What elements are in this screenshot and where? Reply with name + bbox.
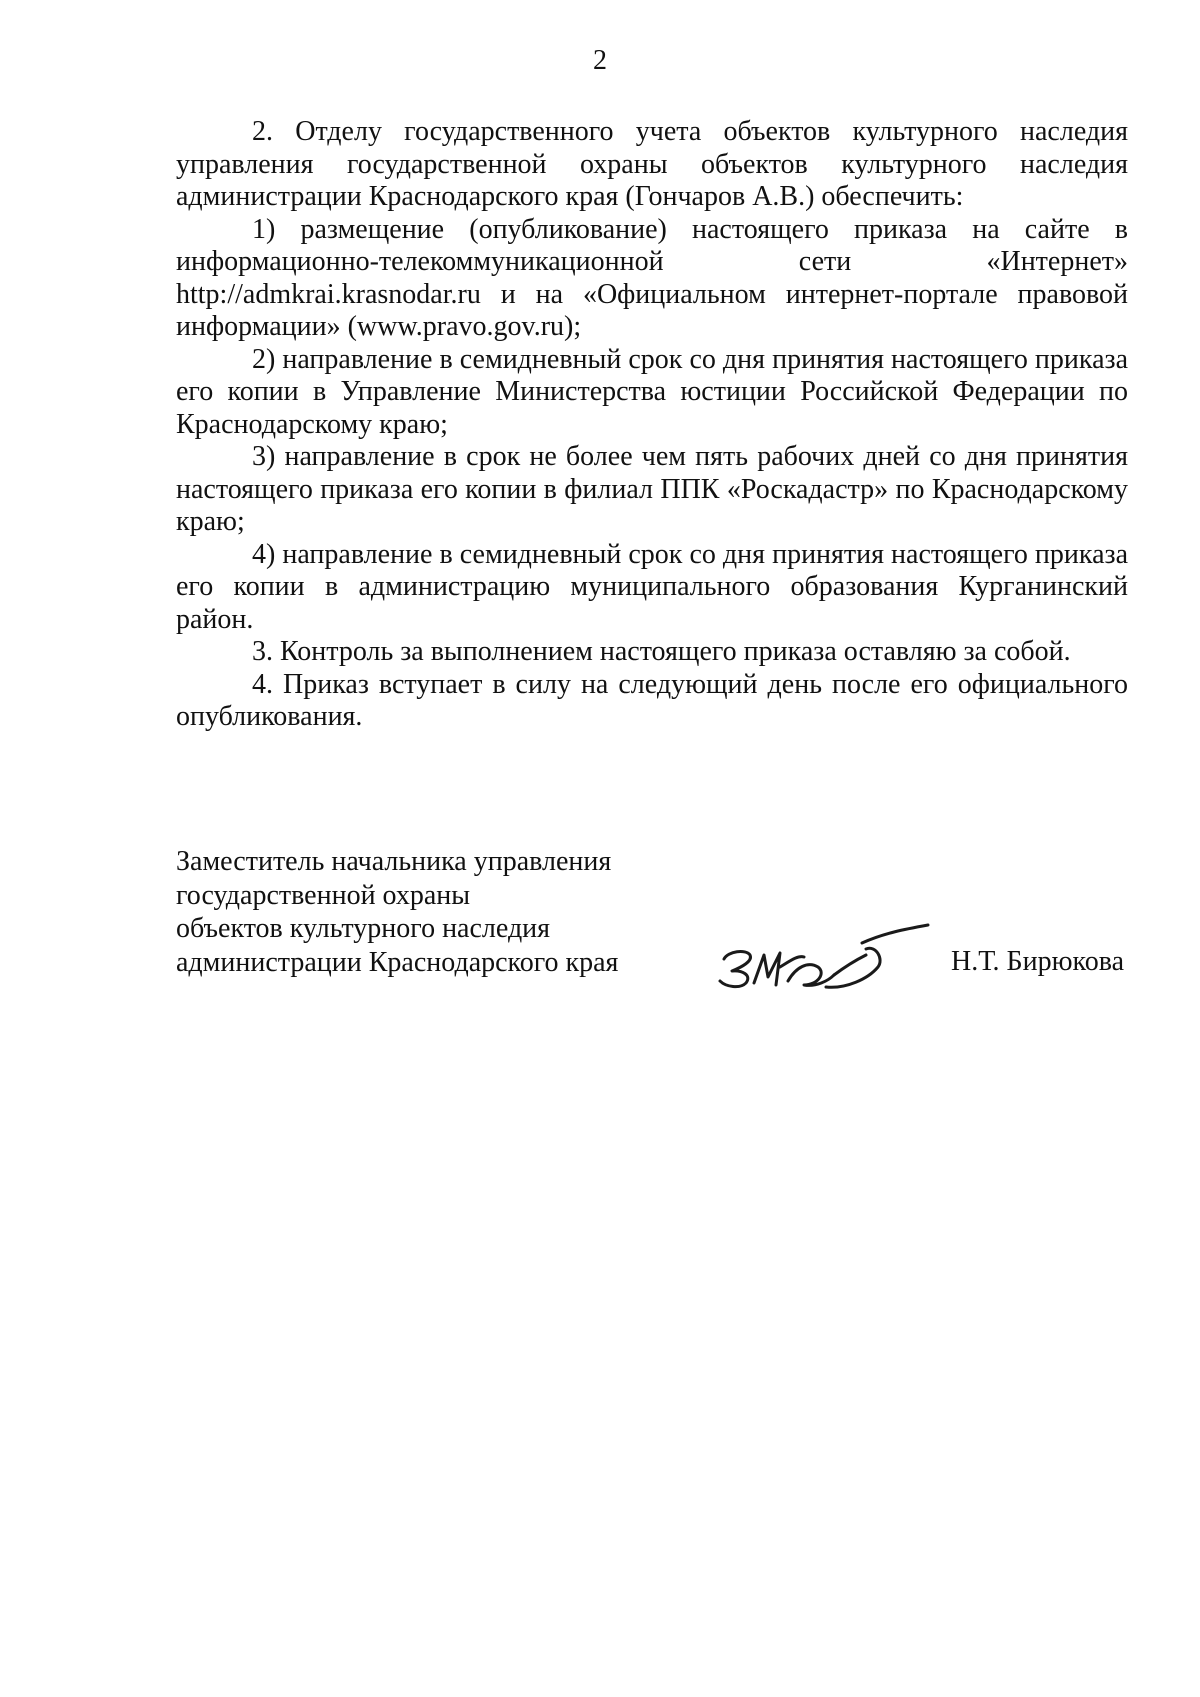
paragraph-subitem-2: 2) направление в семидневный срок со дня принятия настоящего приказа его копии в Управление Министерства юстиции Российской Федерации по Краснодарскому краю;: [176, 343, 1128, 440]
signature-block: [176, 845, 1136, 995]
paragraph-item-2: 2. Отделу государственного учета объектов культурного наследия управления государственной охраны объектов культурного наследия администрации Краснодарского края (Гончаров А.В.) обеспечить:: [176, 116, 1128, 212]
signatory-position: [176, 845, 618, 979]
paragraph-item-4: 4. Приказ вступает в силу на следующий день после его официального опубликования.: [176, 668, 1128, 732]
paragraph-subitem-4: 4) направление в семидневный срок со дня принятия настоящего приказа его копии в администрацию муниципального образования Курганинский район.: [176, 538, 1128, 635]
document-body: [176, 116, 1128, 734]
paragraph-subitem-3: 3) направление в срок не более чем пять рабочих дней со дня принятия настоящего приказа его копии в филиал ППК «Роскадастр» по Краснодарскому краю;: [176, 441, 1128, 537]
page-number: 2: [593, 45, 607, 76]
signatory-name: Н.Т. Бирюкова: [951, 946, 1124, 977]
paragraph-subitem-1: 1) размещение (опубликование) настоящего приказа на сайте в информационно-телекоммуникационной сети «Интернет» http://admkrai.krasnodar.ru и на «Официальном интернет-портале правовой информации» (www.pravo.gov.ru);: [176, 213, 1128, 342]
signatory-position-line: Заместитель начальника управления: [176, 846, 612, 877]
signatory-position-line: государственной охраны: [176, 879, 471, 911]
signatory-position-line: объектов культурного наследия: [176, 913, 551, 944]
handwritten-signature: [706, 915, 936, 1005]
signatory-position-line: администрации Краснодарского края: [176, 946, 619, 978]
paragraph-item-3: 3. Контроль за выполнением настоящего приказа оставляю за собой.: [252, 636, 1071, 667]
